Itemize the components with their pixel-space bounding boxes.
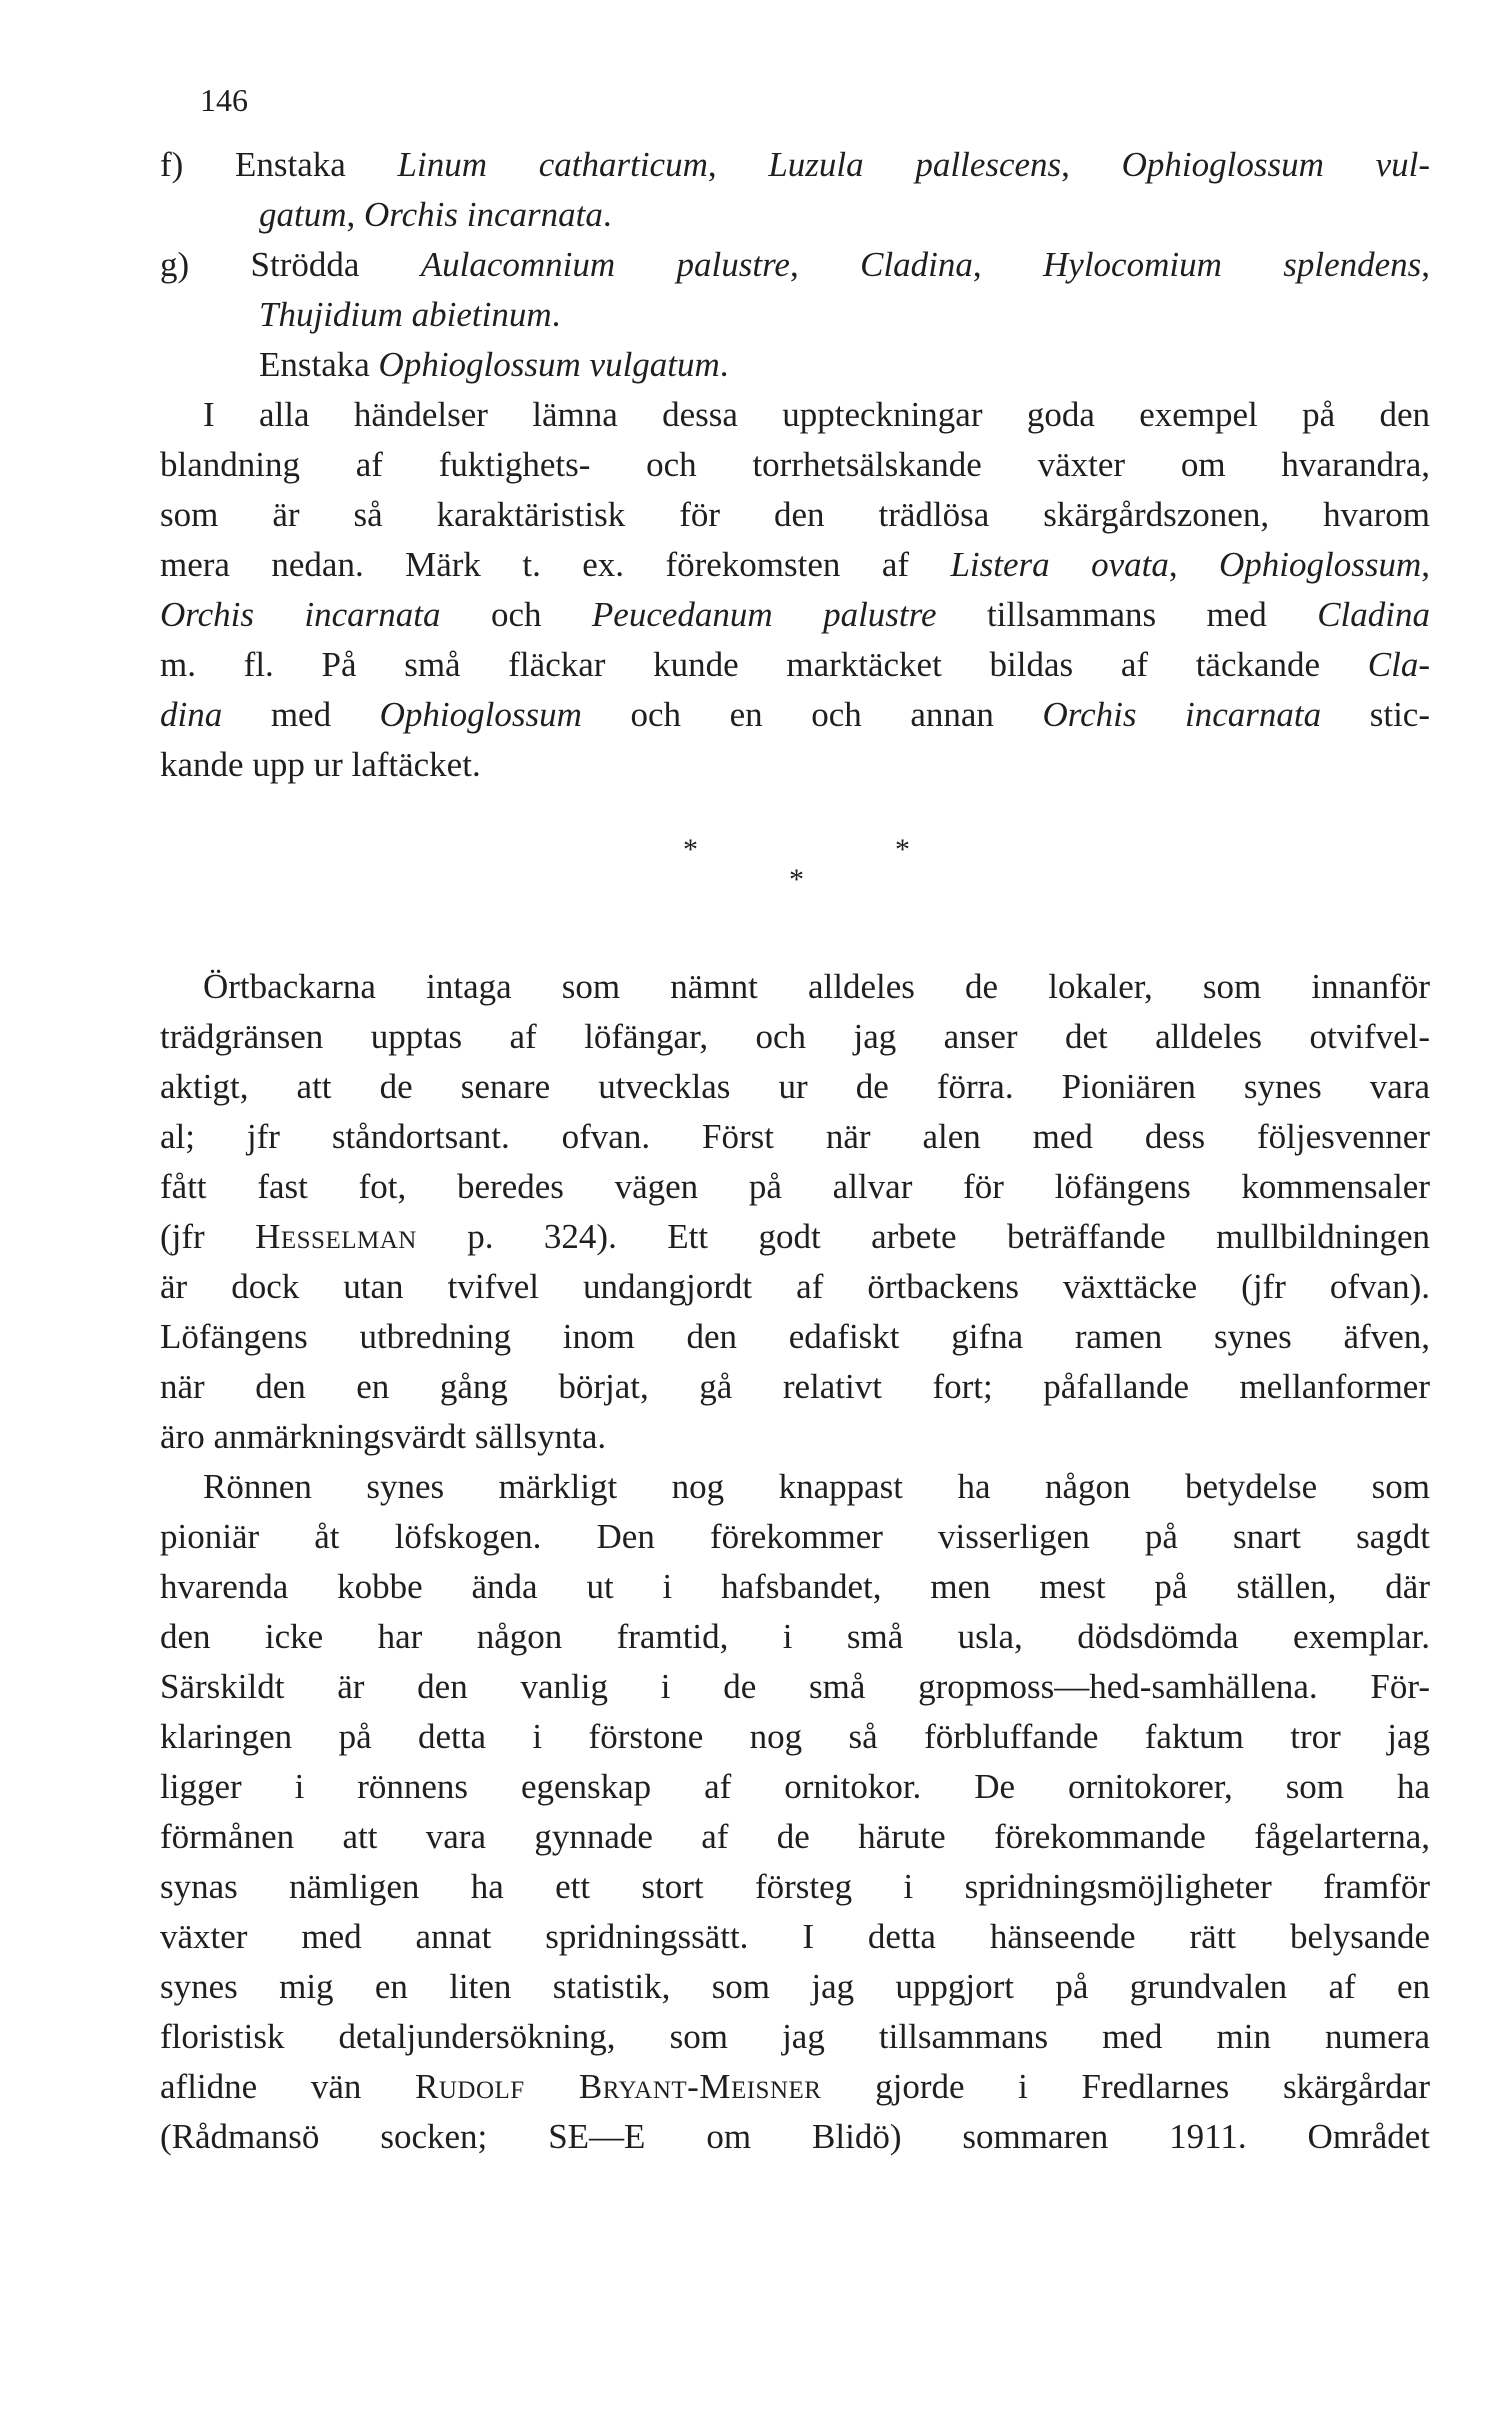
text-line: Löfängens utbredning inom den edafiskt gifna ramen synes äfven, — [160, 1317, 1430, 1356]
separator-star-left: * — [683, 833, 698, 866]
text-line: ligger i rönnens egenskap af ornitokor. De ornitokorer, som ha — [160, 1767, 1430, 1806]
text-line: kande upp ur laftäcket. — [160, 745, 481, 784]
separator-star-right: * — [895, 833, 910, 866]
section-separator — [0, 835, 1486, 895]
text-line: blandning af fuktighets- och torrhetsälskande växter om hvarandra, — [160, 445, 1430, 484]
text-line: Enstaka Ophioglossum vulgatum. — [259, 345, 729, 384]
text-line: Orchis incarnata och Peucedanum palustre tillsammans med Cladina — [160, 595, 1430, 634]
text-line: I alla händelser lämna dessa uppteckningar goda exempel på den — [203, 395, 1430, 434]
text-line: g) Strödda Aulacomnium palustre, Cladina, Hylocomium splendens, — [160, 245, 1431, 284]
text-line: synas nämligen ha ett stort försteg i spridningsmöjligheter framför — [160, 1867, 1430, 1906]
text-line: Thujidium abietinum. — [259, 295, 561, 334]
text-line: pioniär åt löfskogen. Den förekommer visserligen på snart sagdt — [160, 1517, 1430, 1556]
text-line: Rönnen synes märkligt nog knappast ha någon betydelse som — [203, 1467, 1430, 1506]
text-line: aflidne vän Rudolf Bryant-Meisner gjorde i Fredlarnes skärgårdar — [160, 2067, 1430, 2106]
text-line: gatum, Orchis incarnata. — [259, 195, 612, 234]
text-line: Örtbackarna intaga som nämnt alldeles de lokaler, som innanför — [203, 967, 1430, 1006]
body-text-section — [160, 962, 1430, 2162]
text-line: förmånen att vara gynnade af de härute förekommande fågelarterna, — [160, 1817, 1430, 1856]
text-line: (Rådmansö socken; SE—E om Blidö) sommaren 1911. Området — [160, 2117, 1430, 2156]
text-line: al; jfr ståndortsant. ofvan. Först när alen med dess följesvenner — [160, 1117, 1430, 1156]
text-line: dina med Ophioglossum och en och annan Orchis incarnata stic- — [160, 695, 1430, 734]
text-line: fått fast fot, beredes vägen på allvar för löfängens kommensaler — [160, 1167, 1430, 1206]
text-line: klaringen på detta i förstone nog så förbluffande faktum tror jag — [160, 1717, 1430, 1756]
text-line: är dock utan tvifvel undangjordt af örtbackens växttäcke (jfr ofvan). — [160, 1267, 1430, 1306]
text-line: aktigt, att de senare utvecklas ur de förra. Pioniären synes vara — [160, 1067, 1430, 1106]
text-line: den icke har någon framtid, i små usla, dödsdömda exemplar. — [160, 1617, 1430, 1656]
text-line: m. fl. På små fläckar kunde marktäcket bildas af täckande Cla- — [160, 645, 1430, 684]
text-line: trädgränsen upptas af löfängar, och jag anser det alldeles otvifvel- — [160, 1017, 1430, 1056]
plant-list-section — [160, 140, 1430, 790]
text-line: Särskildt är den vanlig i de små gropmoss—hed-samhällena. För- — [160, 1667, 1430, 1706]
text-line: floristisk detaljundersökning, som jag tillsammans med min numera — [160, 2017, 1430, 2056]
separator-star-bottom: * — [789, 863, 804, 896]
page-number: 146 — [200, 82, 248, 118]
text-line: f) Enstaka Linum catharticum, Luzula pallescens, Ophioglossum vul- — [160, 145, 1431, 184]
text-line: synes mig en liten statistik, som jag uppgjort på grundvalen af en — [160, 1967, 1430, 2006]
text-line: mera nedan. Märk t. ex. förekomsten af Listera ovata, Ophioglossum, — [160, 545, 1431, 584]
text-line: som är så karaktäristisk för den trädlösa skärgårdszonen, hvarom — [160, 495, 1430, 534]
text-line: äro anmärkningsvärdt sällsynta. — [160, 1417, 607, 1456]
text-line: (jfr Hesselman p. 324). Ett godt arbete beträffande mullbildningen — [160, 1217, 1430, 1256]
text-line: växter med annat spridningssätt. I detta hänseende rätt belysande — [160, 1917, 1430, 1956]
text-line: när den en gång börjat, gå relativt fort; påfallande mellanformer — [160, 1367, 1430, 1406]
text-line: hvarenda kobbe ända ut i hafsbandet, men mest på ställen, där — [160, 1567, 1430, 1606]
